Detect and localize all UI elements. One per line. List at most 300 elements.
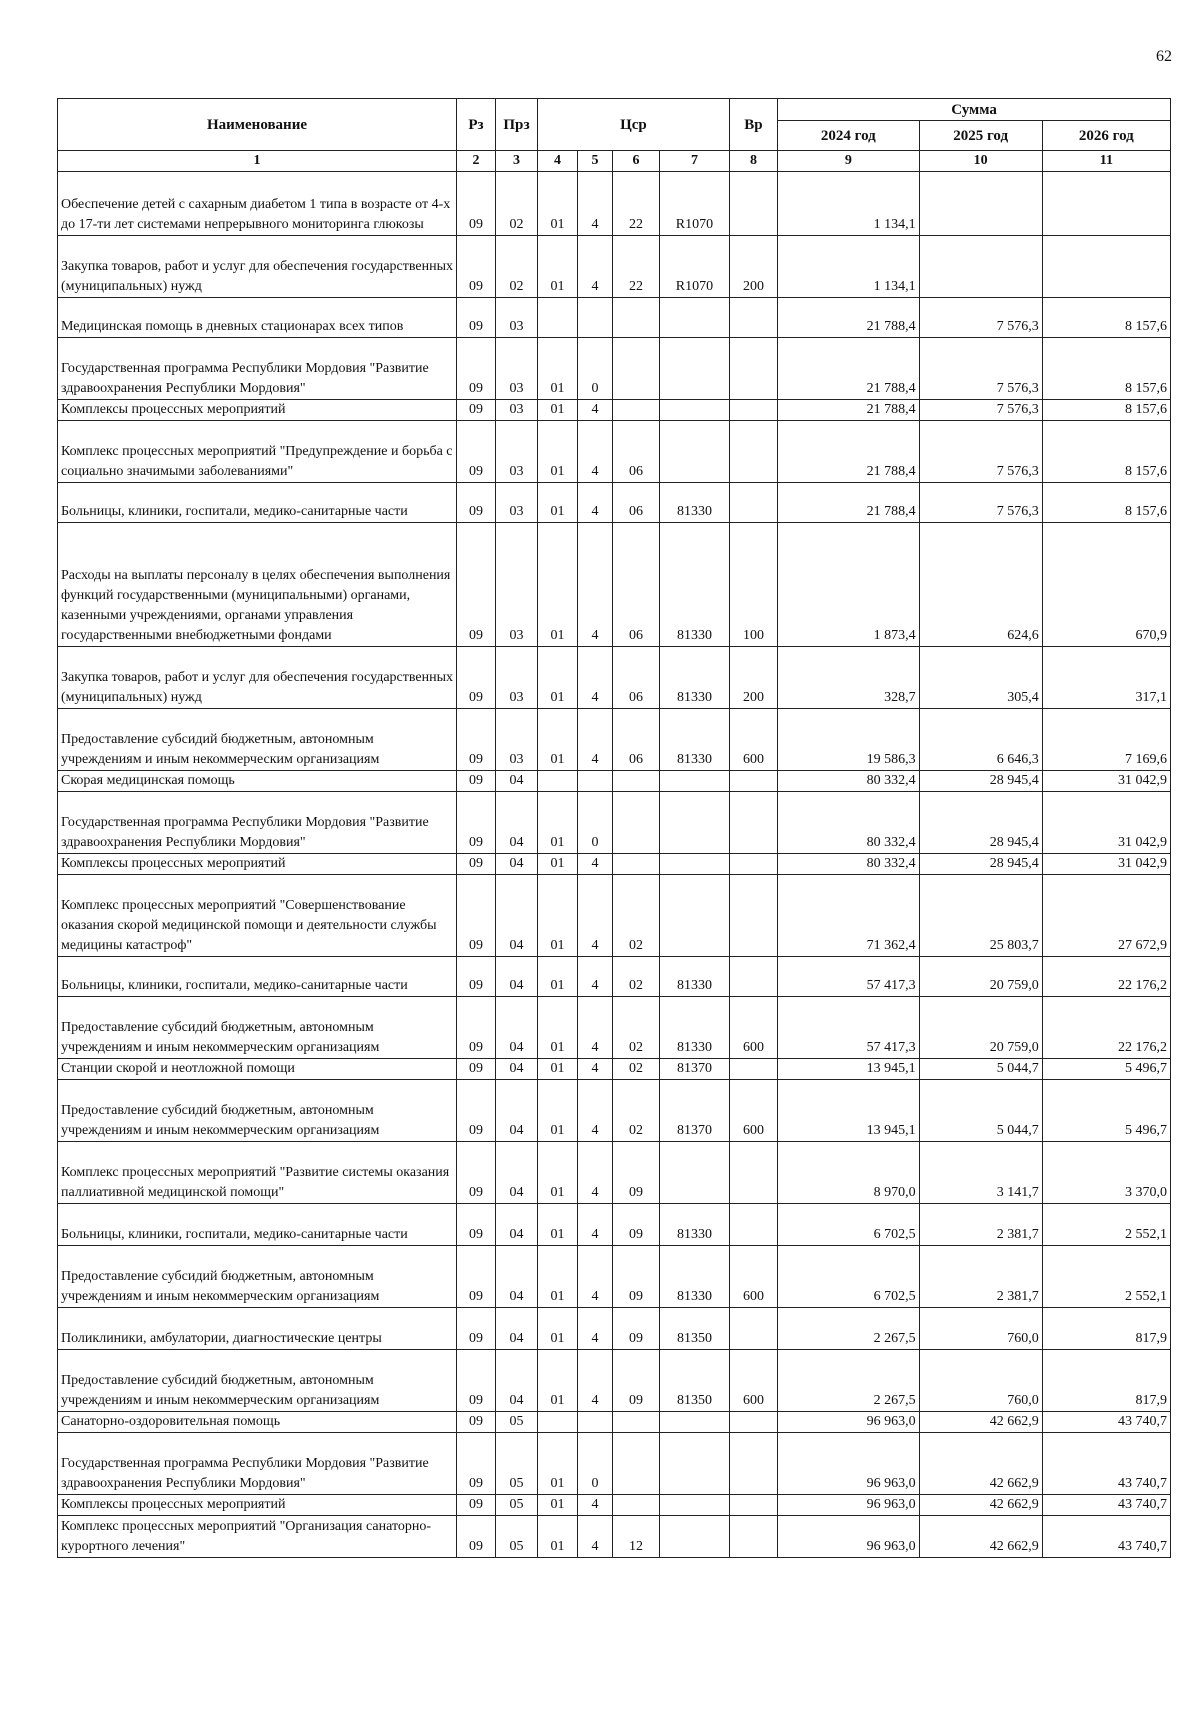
row-csr-direction: 81330: [660, 957, 730, 997]
row-value-2026: 8 157,6: [1042, 298, 1170, 338]
row-name: Комплекс процессных мероприятий "Предупреждение и борьба с социально значимыми заболеваниями": [58, 421, 457, 483]
row-value-2025: 28 945,4: [919, 792, 1042, 854]
row-value-2025: 7 576,3: [919, 298, 1042, 338]
row-name: Государственная программа Республики Мордовия "Развитие здравоохранения Республики Мордовия": [58, 338, 457, 400]
row-value-2026: 43 740,7: [1042, 1495, 1170, 1516]
row-csr-program: 01: [538, 236, 578, 298]
row-csr-program: 01: [538, 854, 578, 875]
row-csr-direction: 81330: [660, 523, 730, 647]
row-csr-program: 01: [538, 997, 578, 1059]
row-value-2024: 2 267,5: [778, 1350, 920, 1412]
row-value-2024: 21 788,4: [778, 338, 920, 400]
row-value-2026: 670,9: [1042, 523, 1170, 647]
row-rz: 09: [457, 523, 496, 647]
row-csr-type: [578, 1412, 613, 1433]
row-vr: [729, 854, 777, 875]
row-name: Закупка товаров, работ и услуг для обеспечения государственных (муниципальных) нужд: [58, 236, 457, 298]
row-csr-direction: [660, 1495, 730, 1516]
row-vr: [729, 1516, 777, 1558]
table-row: [58, 647, 1171, 709]
row-value-2025: 7 576,3: [919, 483, 1042, 523]
row-csr-program: 01: [538, 523, 578, 647]
row-csr-program: 01: [538, 1495, 578, 1516]
row-rz: 09: [457, 1080, 496, 1142]
row-value-2026: 43 740,7: [1042, 1412, 1170, 1433]
row-vr: [729, 338, 777, 400]
row-value-2024: 328,7: [778, 647, 920, 709]
col-number: 3: [495, 151, 537, 172]
row-csr-type: 4: [578, 421, 613, 483]
row-value-2025: 5 044,7: [919, 1080, 1042, 1142]
row-csr-type: 0: [578, 792, 613, 854]
row-vr: [729, 1308, 777, 1350]
row-value-2024: 1 134,1: [778, 236, 920, 298]
row-prz: 04: [495, 1350, 537, 1412]
row-value-2024: 2 267,5: [778, 1308, 920, 1350]
row-name: Больницы, клиники, госпитали, медико-санитарные части: [58, 957, 457, 997]
table-row: [58, 1204, 1171, 1246]
row-vr: [729, 400, 777, 421]
row-vr: [729, 875, 777, 957]
row-csr-program: 01: [538, 1246, 578, 1308]
row-rz: 09: [457, 854, 496, 875]
row-vr: [729, 483, 777, 523]
row-value-2025: 28 945,4: [919, 854, 1042, 875]
row-csr-type: 4: [578, 523, 613, 647]
table-row: [58, 997, 1171, 1059]
row-csr-complex: 12: [612, 1516, 659, 1558]
row-value-2024: 21 788,4: [778, 298, 920, 338]
row-vr: [729, 421, 777, 483]
row-csr-direction: R1070: [660, 236, 730, 298]
row-csr-complex: [612, 1433, 659, 1495]
row-csr-type: 4: [578, 957, 613, 997]
row-prz: 05: [495, 1516, 537, 1558]
row-csr-direction: [660, 298, 730, 338]
row-rz: 09: [457, 1142, 496, 1204]
row-csr-program: 01: [538, 1433, 578, 1495]
row-csr-complex: [612, 400, 659, 421]
row-value-2025: 305,4: [919, 647, 1042, 709]
row-name: Предоставление субсидий бюджетным, автономным учреждениям и иным некоммерческим организациям: [58, 1080, 457, 1142]
row-csr-direction: 81350: [660, 1308, 730, 1350]
row-value-2026: 31 042,9: [1042, 854, 1170, 875]
table-row: [58, 1350, 1171, 1412]
table-row: [58, 421, 1171, 483]
row-rz: 09: [457, 1204, 496, 1246]
row-vr: 600: [729, 997, 777, 1059]
row-csr-direction: 81330: [660, 1204, 730, 1246]
table-row: [58, 400, 1171, 421]
col-number: 5: [578, 151, 613, 172]
row-csr-complex: [612, 771, 659, 792]
row-name: Обеспечение детей с сахарным диабетом 1 типа в возрасте от 4-х до 17-ти лет системами непрерывного мониторинга глюкозы: [58, 172, 457, 236]
row-prz: 04: [495, 1080, 537, 1142]
header-vr: Вр: [729, 99, 777, 151]
row-name: Предоставление субсидий бюджетным, автономным учреждениям и иным некоммерческим организациям: [58, 1246, 457, 1308]
table-row: [58, 1080, 1171, 1142]
row-name: Комплексы процессных мероприятий: [58, 854, 457, 875]
row-value-2024: 71 362,4: [778, 875, 920, 957]
row-value-2026: 7 169,6: [1042, 709, 1170, 771]
row-csr-program: [538, 298, 578, 338]
table-row: [58, 236, 1171, 298]
row-csr-complex: [612, 792, 659, 854]
table-row: [58, 1433, 1171, 1495]
table-row: [58, 1308, 1171, 1350]
row-value-2025: 25 803,7: [919, 875, 1042, 957]
row-csr-type: 4: [578, 647, 613, 709]
row-csr-program: 01: [538, 172, 578, 236]
row-csr-direction: [660, 854, 730, 875]
row-csr-type: 4: [578, 709, 613, 771]
row-csr-program: 01: [538, 1142, 578, 1204]
row-value-2026: 2 552,1: [1042, 1204, 1170, 1246]
row-name: Комплекс процессных мероприятий "Развитие системы оказания паллиативной медицинской помощи": [58, 1142, 457, 1204]
col-number: 9: [778, 151, 920, 172]
row-prz: 03: [495, 298, 537, 338]
row-csr-direction: [660, 1412, 730, 1433]
row-value-2025: 760,0: [919, 1350, 1042, 1412]
table-body: [58, 172, 1171, 1558]
row-value-2026: 317,1: [1042, 647, 1170, 709]
row-csr-type: 4: [578, 875, 613, 957]
row-csr-complex: [612, 854, 659, 875]
row-csr-complex: 22: [612, 172, 659, 236]
row-value-2025: 3 141,7: [919, 1142, 1042, 1204]
col-number: 10: [919, 151, 1042, 172]
row-prz: 02: [495, 172, 537, 236]
row-name: Комплекс процессных мероприятий "Организация санаторно-курортного лечения": [58, 1516, 457, 1558]
row-prz: 03: [495, 421, 537, 483]
row-rz: 09: [457, 483, 496, 523]
row-vr: [729, 298, 777, 338]
row-csr-direction: 81370: [660, 1080, 730, 1142]
row-csr-program: 01: [538, 1080, 578, 1142]
row-csr-type: 4: [578, 1142, 613, 1204]
row-rz: 09: [457, 709, 496, 771]
row-csr-type: 4: [578, 1246, 613, 1308]
row-csr-type: 4: [578, 854, 613, 875]
table-row: [58, 854, 1171, 875]
row-csr-complex: 02: [612, 1059, 659, 1080]
row-csr-complex: 09: [612, 1308, 659, 1350]
row-vr: 600: [729, 709, 777, 771]
row-rz: 09: [457, 957, 496, 997]
row-csr-direction: [660, 400, 730, 421]
row-value-2025: 42 662,9: [919, 1495, 1042, 1516]
row-csr-direction: [660, 421, 730, 483]
header-csr: Цср: [538, 99, 730, 151]
row-value-2024: 6 702,5: [778, 1246, 920, 1308]
row-rz: 09: [457, 338, 496, 400]
row-rz: 09: [457, 1059, 496, 1080]
row-csr-direction: 81370: [660, 1059, 730, 1080]
row-csr-direction: 81330: [660, 709, 730, 771]
row-vr: [729, 1059, 777, 1080]
row-value-2025: 42 662,9: [919, 1433, 1042, 1495]
table-row: [58, 172, 1171, 236]
row-prz: 05: [495, 1412, 537, 1433]
row-name: Станции скорой и неотложной помощи: [58, 1059, 457, 1080]
row-rz: 09: [457, 647, 496, 709]
table-row: [58, 709, 1171, 771]
row-name: Комплексы процессных мероприятий: [58, 1495, 457, 1516]
row-value-2024: 21 788,4: [778, 400, 920, 421]
row-value-2024: 1 134,1: [778, 172, 920, 236]
col-number: 1: [58, 151, 457, 172]
row-csr-program: [538, 1412, 578, 1433]
row-value-2024: 80 332,4: [778, 854, 920, 875]
row-vr: 600: [729, 1080, 777, 1142]
col-number: 11: [1042, 151, 1170, 172]
table-row: [58, 792, 1171, 854]
row-csr-direction: 81330: [660, 1246, 730, 1308]
row-value-2024: 96 963,0: [778, 1412, 920, 1433]
row-prz: 04: [495, 1059, 537, 1080]
row-value-2026: [1042, 236, 1170, 298]
row-csr-complex: 06: [612, 523, 659, 647]
row-value-2026: 27 672,9: [1042, 875, 1170, 957]
row-rz: 09: [457, 298, 496, 338]
row-csr-complex: 06: [612, 709, 659, 771]
row-csr-complex: [612, 1495, 659, 1516]
row-csr-direction: 81330: [660, 647, 730, 709]
row-rz: 09: [457, 1246, 496, 1308]
row-vr: [729, 771, 777, 792]
header-sum: Сумма: [778, 99, 1171, 121]
row-csr-type: 4: [578, 1308, 613, 1350]
row-prz: 03: [495, 338, 537, 400]
row-csr-program: 01: [538, 709, 578, 771]
row-csr-direction: R1070: [660, 172, 730, 236]
header-year-2026: 2026 год: [1042, 121, 1170, 151]
row-vr: 100: [729, 523, 777, 647]
row-prz: 04: [495, 1204, 537, 1246]
row-csr-direction: [660, 1142, 730, 1204]
row-prz: 04: [495, 875, 537, 957]
row-value-2026: 22 176,2: [1042, 957, 1170, 997]
row-csr-type: 0: [578, 338, 613, 400]
row-csr-complex: 06: [612, 483, 659, 523]
row-csr-program: 01: [538, 792, 578, 854]
row-csr-direction: [660, 1516, 730, 1558]
row-rz: 09: [457, 1495, 496, 1516]
row-name: Предоставление субсидий бюджетным, автономным учреждениям и иным некоммерческим организациям: [58, 1350, 457, 1412]
table-row: [58, 1142, 1171, 1204]
header-year-2024: 2024 год: [778, 121, 920, 151]
row-rz: 09: [457, 172, 496, 236]
row-csr-type: 4: [578, 172, 613, 236]
row-vr: [729, 1495, 777, 1516]
row-csr-type: 4: [578, 1350, 613, 1412]
table-row: [58, 1246, 1171, 1308]
row-csr-program: [538, 771, 578, 792]
row-vr: 200: [729, 236, 777, 298]
row-csr-type: 4: [578, 483, 613, 523]
row-csr-program: 01: [538, 957, 578, 997]
row-prz: 04: [495, 1308, 537, 1350]
row-value-2024: 19 586,3: [778, 709, 920, 771]
row-csr-complex: 09: [612, 1246, 659, 1308]
row-csr-complex: [612, 298, 659, 338]
row-value-2024: 6 702,5: [778, 1204, 920, 1246]
row-prz: 04: [495, 854, 537, 875]
row-csr-type: 0: [578, 1433, 613, 1495]
row-prz: 04: [495, 997, 537, 1059]
table-header: [58, 99, 1171, 172]
row-prz: 04: [495, 771, 537, 792]
row-csr-program: 01: [538, 647, 578, 709]
budget-table: [57, 98, 1171, 1558]
row-value-2026: 3 370,0: [1042, 1142, 1170, 1204]
row-rz: 09: [457, 875, 496, 957]
row-vr: 600: [729, 1350, 777, 1412]
row-value-2024: 13 945,1: [778, 1059, 920, 1080]
row-rz: 09: [457, 771, 496, 792]
row-csr-program: 01: [538, 421, 578, 483]
row-value-2025: 6 646,3: [919, 709, 1042, 771]
row-prz: 02: [495, 236, 537, 298]
row-prz: 04: [495, 957, 537, 997]
row-prz: 05: [495, 1495, 537, 1516]
row-csr-direction: [660, 1433, 730, 1495]
row-csr-type: 4: [578, 997, 613, 1059]
table-row: [58, 1059, 1171, 1080]
col-number: 4: [538, 151, 578, 172]
row-name: Комплексы процессных мероприятий: [58, 400, 457, 421]
header-year-2025: 2025 год: [919, 121, 1042, 151]
row-rz: 09: [457, 400, 496, 421]
row-name: Медицинская помощь в дневных стационарах всех типов: [58, 298, 457, 338]
row-csr-direction: [660, 792, 730, 854]
row-rz: 09: [457, 1516, 496, 1558]
row-value-2026: 5 496,7: [1042, 1059, 1170, 1080]
row-prz: 05: [495, 1433, 537, 1495]
row-csr-direction: [660, 338, 730, 400]
row-value-2024: 57 417,3: [778, 957, 920, 997]
row-name: Расходы на выплаты персоналу в целях обеспечения выполнения функций государственными (муниципальными) органами, казенными учреждениями, органами управления государственными внебюджетными фондами: [58, 523, 457, 647]
row-csr-complex: 09: [612, 1350, 659, 1412]
row-csr-direction: 81330: [660, 483, 730, 523]
row-value-2024: 96 963,0: [778, 1433, 920, 1495]
row-name: Государственная программа Республики Мордовия "Развитие здравоохранения Республики Мордовия": [58, 1433, 457, 1495]
row-prz: 03: [495, 483, 537, 523]
table-row: [58, 957, 1171, 997]
row-value-2024: 21 788,4: [778, 421, 920, 483]
row-prz: 03: [495, 523, 537, 647]
row-prz: 04: [495, 792, 537, 854]
table-row: [58, 1516, 1171, 1558]
row-value-2026: 8 157,6: [1042, 338, 1170, 400]
row-value-2025: 7 576,3: [919, 338, 1042, 400]
row-csr-type: 4: [578, 1495, 613, 1516]
row-vr: [729, 792, 777, 854]
row-csr-program: 01: [538, 483, 578, 523]
row-value-2025: 7 576,3: [919, 400, 1042, 421]
row-value-2026: 22 176,2: [1042, 997, 1170, 1059]
row-prz: 04: [495, 1142, 537, 1204]
row-value-2025: [919, 172, 1042, 236]
row-csr-complex: 06: [612, 647, 659, 709]
row-csr-complex: 06: [612, 421, 659, 483]
row-name: Санаторно-оздоровительная помощь: [58, 1412, 457, 1433]
row-value-2024: 57 417,3: [778, 997, 920, 1059]
column-number-row: [58, 151, 1171, 172]
row-name: Больницы, клиники, госпитали, медико-санитарные части: [58, 483, 457, 523]
header-rz: Рз: [457, 99, 496, 151]
row-value-2025: [919, 236, 1042, 298]
row-prz: 03: [495, 709, 537, 771]
row-name: Поликлиники, амбулатории, диагностические центры: [58, 1308, 457, 1350]
row-vr: [729, 1412, 777, 1433]
row-value-2024: 8 970,0: [778, 1142, 920, 1204]
row-value-2026: 43 740,7: [1042, 1433, 1170, 1495]
col-number: 8: [729, 151, 777, 172]
row-csr-program: 01: [538, 1308, 578, 1350]
row-csr-complex: 22: [612, 236, 659, 298]
col-number: 6: [612, 151, 659, 172]
row-name: Предоставление субсидий бюджетным, автономным учреждениям и иным некоммерческим организациям: [58, 709, 457, 771]
row-value-2026: 31 042,9: [1042, 771, 1170, 792]
row-value-2025: 5 044,7: [919, 1059, 1042, 1080]
row-csr-direction: [660, 771, 730, 792]
row-csr-program: 01: [538, 1350, 578, 1412]
row-csr-type: [578, 298, 613, 338]
row-value-2025: 2 381,7: [919, 1204, 1042, 1246]
row-value-2025: 42 662,9: [919, 1516, 1042, 1558]
row-value-2024: 1 873,4: [778, 523, 920, 647]
row-name: Государственная программа Республики Мордовия "Развитие здравоохранения Республики Мордовия": [58, 792, 457, 854]
table-row: [58, 1412, 1171, 1433]
row-value-2024: 80 332,4: [778, 771, 920, 792]
row-csr-complex: 02: [612, 875, 659, 957]
table-row: [58, 1495, 1171, 1516]
row-value-2025: 42 662,9: [919, 1412, 1042, 1433]
row-csr-type: 4: [578, 1059, 613, 1080]
row-rz: 09: [457, 1412, 496, 1433]
row-value-2026: 8 157,6: [1042, 421, 1170, 483]
row-prz: 03: [495, 647, 537, 709]
row-rz: 09: [457, 997, 496, 1059]
table-row: [58, 875, 1171, 957]
table-row: [58, 298, 1171, 338]
table-row: [58, 483, 1171, 523]
row-value-2026: [1042, 172, 1170, 236]
row-vr: [729, 957, 777, 997]
row-name: Закупка товаров, работ и услуг для обеспечения государственных (муниципальных) нужд: [58, 647, 457, 709]
row-csr-complex: [612, 1412, 659, 1433]
row-rz: 09: [457, 421, 496, 483]
row-value-2026: 43 740,7: [1042, 1516, 1170, 1558]
col-number: 2: [457, 151, 496, 172]
row-csr-program: 01: [538, 400, 578, 421]
row-csr-direction: 81350: [660, 1350, 730, 1412]
row-value-2025: 624,6: [919, 523, 1042, 647]
row-value-2025: 20 759,0: [919, 997, 1042, 1059]
row-rz: 09: [457, 1308, 496, 1350]
row-value-2026: 2 552,1: [1042, 1246, 1170, 1308]
row-vr: [729, 1433, 777, 1495]
page-number: 62: [1156, 48, 1172, 65]
row-value-2024: 96 963,0: [778, 1495, 920, 1516]
row-rz: 09: [457, 236, 496, 298]
row-csr-complex: 09: [612, 1204, 659, 1246]
row-value-2024: 13 945,1: [778, 1080, 920, 1142]
row-csr-program: 01: [538, 1059, 578, 1080]
row-vr: [729, 1142, 777, 1204]
header-name: Наименование: [58, 99, 457, 151]
